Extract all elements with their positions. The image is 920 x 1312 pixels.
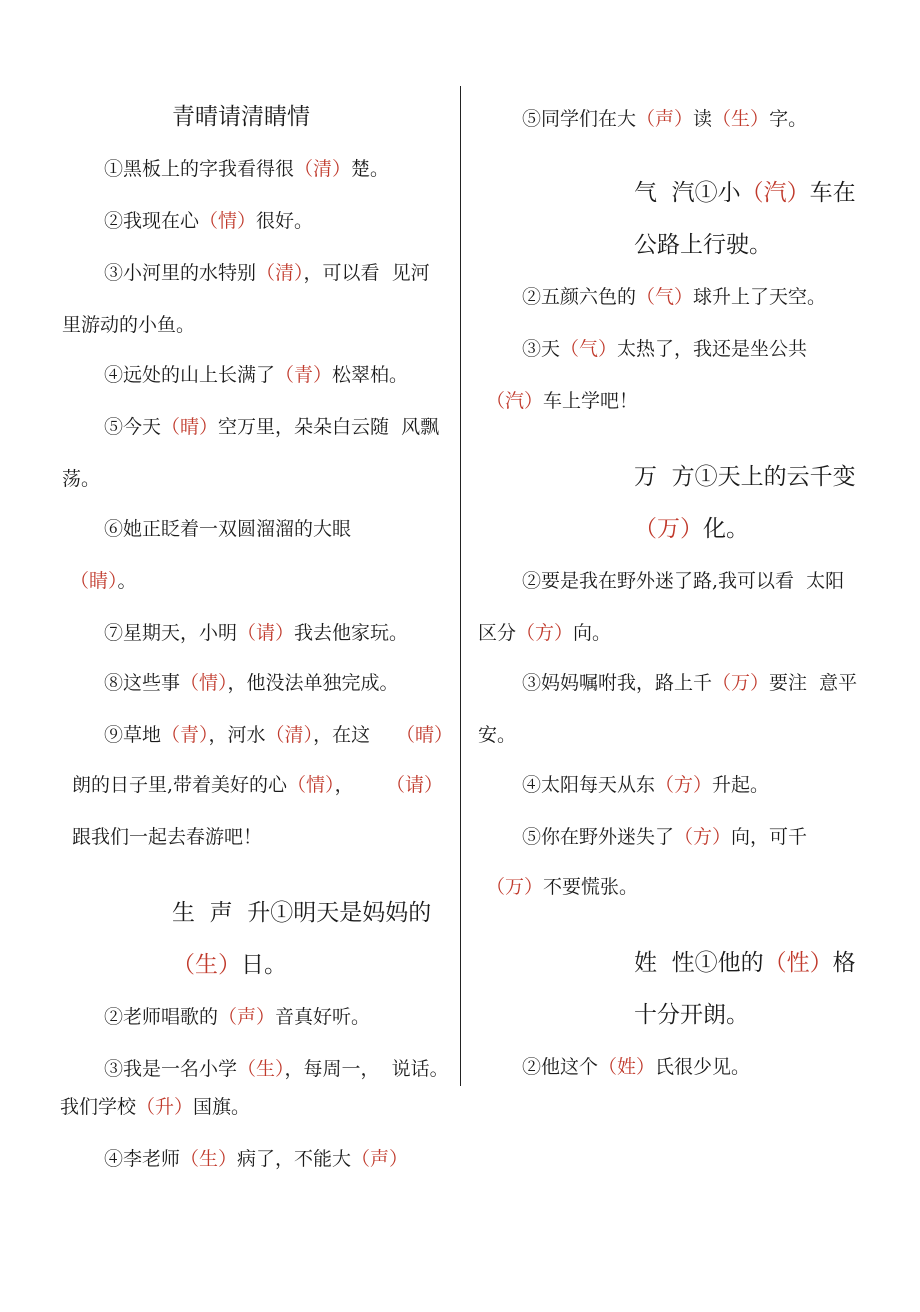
g1-question-6: ⑥她正眨着一双圆溜溜的大眼 bbox=[104, 518, 352, 540]
group5-heading: 姓 性①他的（性）格 bbox=[634, 950, 856, 976]
group4-heading: 万 方①天上的云千变 bbox=[634, 464, 856, 490]
group3-heading-cont: 公路上行驶。 bbox=[634, 232, 772, 258]
group3-heading: 气 汽①小（汽）车在 bbox=[634, 180, 856, 206]
g1-question-9-answer-3: （晴） bbox=[396, 724, 454, 746]
g1-question-4: ④远处的山上长满了（青）松翠柏。 bbox=[104, 364, 409, 386]
group2-heading-cont: （生）日。 bbox=[172, 952, 287, 978]
g5-question-2: ②他这个（姓）氏很少见。 bbox=[522, 1056, 751, 1078]
group4-heading-cont: （万）化。 bbox=[634, 516, 749, 542]
g4-question-3: ③妈妈嘱咐我，路上千（万）要注 意平 bbox=[522, 672, 858, 694]
g1-question-9-answer-5: （请） bbox=[386, 774, 444, 796]
g1-question-9: ⑨草地（青），河水（清），在这 bbox=[104, 724, 371, 746]
g1-question-8: ⑧这些事（情），他没法单独完成。 bbox=[104, 672, 399, 694]
g1-question-5: ⑤今天（晴）空万里，朵朵白云随 风飘 bbox=[104, 416, 440, 438]
g2-question-5: ⑤同学们在大（声）读（生）字。 bbox=[522, 108, 808, 130]
g2-question-3-cont: 我们学校（升）国旗。 bbox=[60, 1096, 251, 1118]
g4-question-2: ②要是我在野外迷了路,我可以看 太阳 bbox=[522, 570, 845, 592]
g1-question-6-cont: （睛）。 bbox=[70, 570, 137, 592]
g2-question-2: ②老师唱歌的（声）音真好听。 bbox=[104, 1006, 371, 1028]
g4-question-5-cont: （万）不要慌张。 bbox=[486, 876, 639, 898]
g1-question-3: ③小河里的水特别（清），可以看 见河 bbox=[104, 262, 430, 284]
g1-question-2: ②我现在心（情）很好。 bbox=[104, 210, 314, 232]
g4-question-4: ④太阳每天从东（方）升起。 bbox=[522, 774, 770, 796]
g3-question-2: ②五颜六色的（气）球升上了天空。 bbox=[522, 286, 827, 308]
g1-question-9-line-3: 跟我们一起去春游吧！ bbox=[72, 826, 263, 848]
g4-question-5: ⑤你在野外迷失了（方）向，可千 bbox=[522, 826, 808, 848]
g2-question-3: ③我是一名小学（生），每周一， 说话。 bbox=[104, 1058, 449, 1080]
g4-question-2-cont: 区分（方）向。 bbox=[478, 622, 612, 644]
g3-question-3: ③天（气）太热了，我还是坐公共 bbox=[522, 338, 808, 360]
group5-heading-cont: 十分开朗。 bbox=[634, 1002, 749, 1028]
g2-question-4: ④李老师（生）病了，不能大（声） bbox=[104, 1148, 409, 1170]
g1-question-7: ⑦星期天，小明（请）我去他家玩。 bbox=[104, 622, 409, 644]
g1-question-9-line-2: 朗的日子里,带着美好的心（情）， bbox=[72, 774, 354, 796]
g4-question-3-cont: 安。 bbox=[478, 724, 517, 746]
g3-question-3-cont: （汽）车上学吧！ bbox=[486, 390, 639, 412]
group2-heading: 生 声 升①明天是妈妈的 bbox=[172, 900, 432, 926]
column-divider bbox=[460, 86, 461, 1086]
g1-question-3-cont: 里游动的小鱼。 bbox=[62, 314, 196, 336]
g1-question-1: ①黑板上的字我看得很（清）楚。 bbox=[104, 158, 390, 180]
group1-heading: 青晴请清睛情 bbox=[172, 104, 310, 130]
g1-question-5-cont: 荡。 bbox=[62, 468, 101, 490]
